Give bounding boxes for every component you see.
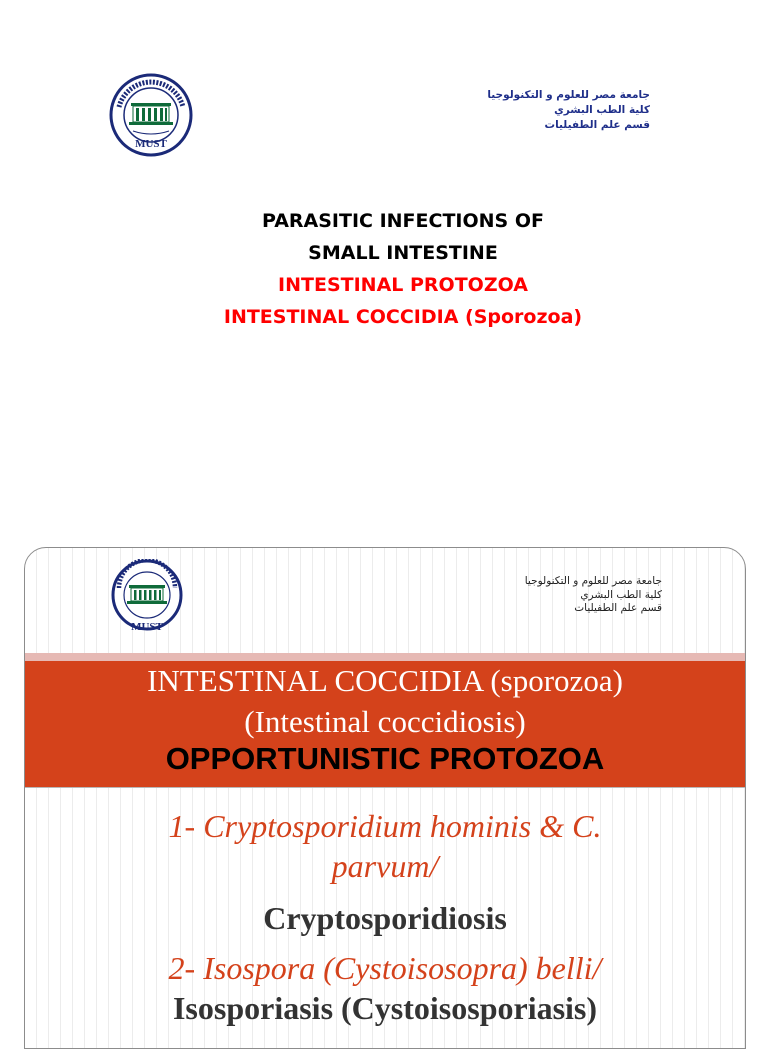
university-logo-icon bbox=[111, 559, 183, 637]
svg-text:MUST: MUST bbox=[135, 138, 167, 150]
item-1-title-cont: parvum/ bbox=[331, 848, 439, 884]
banner-heading: OPPORTUNISTIC PROTOZOA bbox=[165, 741, 605, 776]
title-banner bbox=[25, 661, 745, 787]
faculty-name: كلية الطب البشري bbox=[554, 104, 650, 116]
content-slide bbox=[24, 547, 746, 1049]
university-header-arabic bbox=[487, 88, 650, 133]
subtitle-line-2: INTESTINAL COCCIDIA (Sporozoa) bbox=[223, 306, 583, 328]
item-2-title: 2- Isospora (Cystoisosopra) belli/ bbox=[168, 950, 602, 986]
item-1-title: 1- Cryptosporidium hominis & C. bbox=[168, 808, 602, 844]
faculty-name: كلية الطب البشري bbox=[580, 588, 662, 601]
university-logo-icon bbox=[109, 73, 193, 157]
banner-subtitle: (Intestinal coccidiosis) bbox=[244, 704, 526, 739]
item-1-disease: Cryptosporidiosis bbox=[263, 900, 507, 936]
divider bbox=[25, 787, 745, 788]
banner-title: INTESTINAL COCCIDIA (sporozoa) bbox=[147, 663, 623, 698]
university-name: جامعة مصر للعلوم و التكنولوجيا bbox=[524, 575, 662, 587]
item-2-disease: Isosporiasis (Cystoisosporiasis) bbox=[172, 990, 598, 1026]
department-name: قسم علم الطفيليات bbox=[544, 119, 650, 131]
university-header-arabic bbox=[525, 575, 662, 616]
subtitle-line-1: INTESTINAL PROTOZOA bbox=[278, 274, 528, 296]
svg-text:MUST: MUST bbox=[131, 621, 163, 633]
department-name: قسم علم الطفيليات bbox=[574, 602, 662, 614]
slide-title bbox=[0, 205, 768, 333]
accent-strip bbox=[25, 653, 745, 661]
title-line-2: SMALL INTESTINE bbox=[308, 242, 498, 264]
title-line-1: PARASITIC INFECTIONS OF bbox=[262, 210, 544, 232]
university-name: جامعة مصر للعلوم و التكنولوجيا bbox=[487, 89, 650, 101]
